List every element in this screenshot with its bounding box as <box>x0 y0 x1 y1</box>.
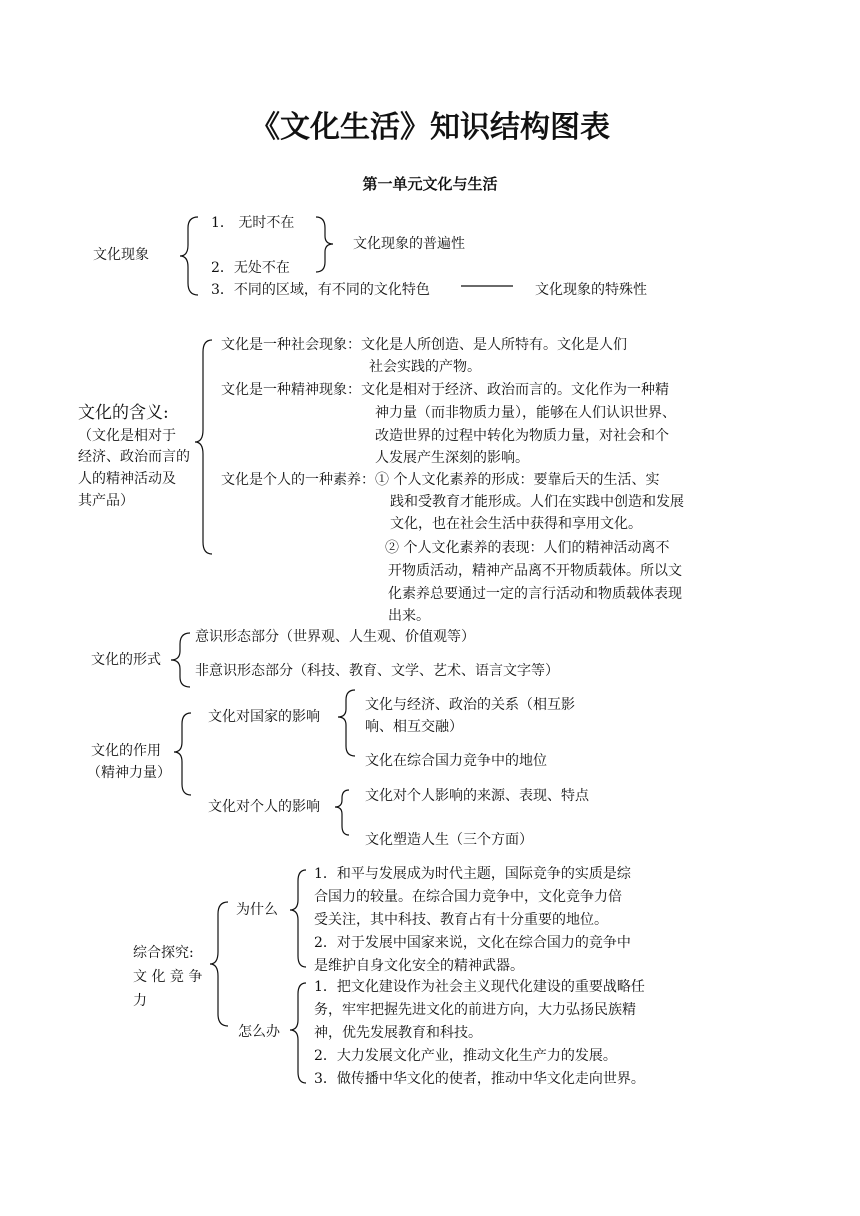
forms-non-ideological: 非意识形态部分（科技、教育、文学、艺术、语言文字等） <box>195 663 559 679</box>
meaning-spiritual-line: 改造世界的过程中转化为物质力量，对社会和个 <box>375 428 669 444</box>
inquiry-how: 怎么办 <box>238 1024 280 1040</box>
inquiry-how-line: 2．大力发展文化产业，推动文化生产力的发展。 <box>314 1048 617 1064</box>
forms-head: 文化的形式 <box>91 652 161 668</box>
inquiry-why-line: 受关注，其中科技、教育占有十分重要的地位。 <box>314 912 608 928</box>
roles-person: 文化对个人的影响 <box>208 799 320 815</box>
meaning-literacy-line: 文化是个人的一种素养：① 个人文化素养的形成：要靠后天的生活、实 <box>221 472 660 488</box>
inquiry-why-line: 2．对于发展中国家来说，文化在综合国力的竞争中 <box>314 935 631 951</box>
forms-ideological: 意识形态部分（世界观、人生观、价值观等） <box>195 629 475 645</box>
phenomenon-item-1: 1． 无时不在 <box>211 215 295 231</box>
inquiry-how-line: 务，牢牢把握先进文化的前进方向，大力弘扬民族精 <box>314 1002 636 1018</box>
meaning-head: 文化的含义: <box>78 403 169 423</box>
inquiry-why-line: 1．和平与发展成为时代主题，国际竞争的实质是综 <box>314 866 631 882</box>
meaning-literacy-line: ② 个人文化素养的表现：人们的精神活动离不 <box>385 540 670 556</box>
meaning-literacy-line: 践和受教育才能形成。人们在实践中创造和发展 <box>390 494 684 510</box>
roles-nation-item-2: 文化在综合国力竞争中的地位 <box>365 753 547 769</box>
meaning-note-line: 其产品） <box>78 493 134 509</box>
meaning-social-line: 文化是一种社会现象：文化是人所创造、是人所特有。文化是人们 <box>221 337 627 353</box>
inquiry-head-line: 文 化 竞 争 <box>133 969 203 985</box>
phenomenon-particularity: 文化现象的特殊性 <box>535 282 647 298</box>
page-title: 《文化生活》知识结构图表 <box>250 110 610 145</box>
phenomenon-universality: 文化现象的普遍性 <box>353 236 465 252</box>
meaning-spiritual-line: 人发展产生深刻的影响。 <box>375 450 529 466</box>
phenomenon-item-2: 2．无处不在 <box>211 260 290 276</box>
meaning-literacy-line: 出来。 <box>388 608 430 624</box>
inquiry-why-line: 合国力的较量。在综合国力竞争中，文化竞争力倍 <box>314 889 622 905</box>
inquiry-how-line: 神，优先发展教育和科技。 <box>314 1025 482 1041</box>
inquiry-why: 为什么 <box>236 902 278 918</box>
inquiry-head-line: 综合探究: <box>133 945 194 961</box>
meaning-literacy-line: 化素养总要通过一定的言行活动和物质载体表现 <box>388 586 682 602</box>
inquiry-why-line: 是维护自身文化安全的精神武器。 <box>314 958 524 974</box>
roles-person-item-2: 文化塑造人生（三个方面） <box>365 832 533 848</box>
inquiry-head-line: 力 <box>133 993 147 1009</box>
meaning-note-line: （文化是相对于 <box>78 428 176 444</box>
roles-person-item-1: 文化对个人影响的来源、表现、特点 <box>365 788 589 804</box>
meaning-note-line: 人的精神活动及 <box>78 471 176 487</box>
roles-nation-item-line: 响、相互交融） <box>365 719 463 735</box>
inquiry-how-line: 1．把文化建设作为社会主义现代化建设的重要战略任 <box>314 979 645 995</box>
meaning-spiritual-line: 神力量（而非物质力量），能够在人们认识世界、 <box>375 405 676 421</box>
roles-nation-item-line: 文化与经济、政治的关系（相互影 <box>365 697 575 713</box>
meaning-literacy-line: 开物质活动，精神产品离不开物质载体。所以文 <box>388 563 682 579</box>
meaning-literacy-line: 文化，也在社会生活中获得和享用文化。 <box>390 516 642 532</box>
meaning-social-line: 社会实践的产物。 <box>369 359 481 375</box>
roles-head: 文化的作用 <box>91 743 161 759</box>
phenomenon-head: 文化现象 <box>93 247 149 263</box>
meaning-note-line: 经济、政治而言的 <box>78 449 190 465</box>
inquiry-how-line: 3．做传播中华文化的使者，推动中华文化走向世界。 <box>314 1071 645 1087</box>
roles-nation: 文化对国家的影响 <box>208 709 320 725</box>
meaning-spiritual-line: 文化是一种精神现象：文化是相对于经济、政治而言的。文化作为一种精 <box>221 382 669 398</box>
unit-title: 第一单元文化与生活 <box>362 175 498 193</box>
roles-head-note: （精神力量） <box>87 765 171 781</box>
phenomenon-item-3: 3．不同的区域，有不同的文化特色 <box>211 282 430 298</box>
